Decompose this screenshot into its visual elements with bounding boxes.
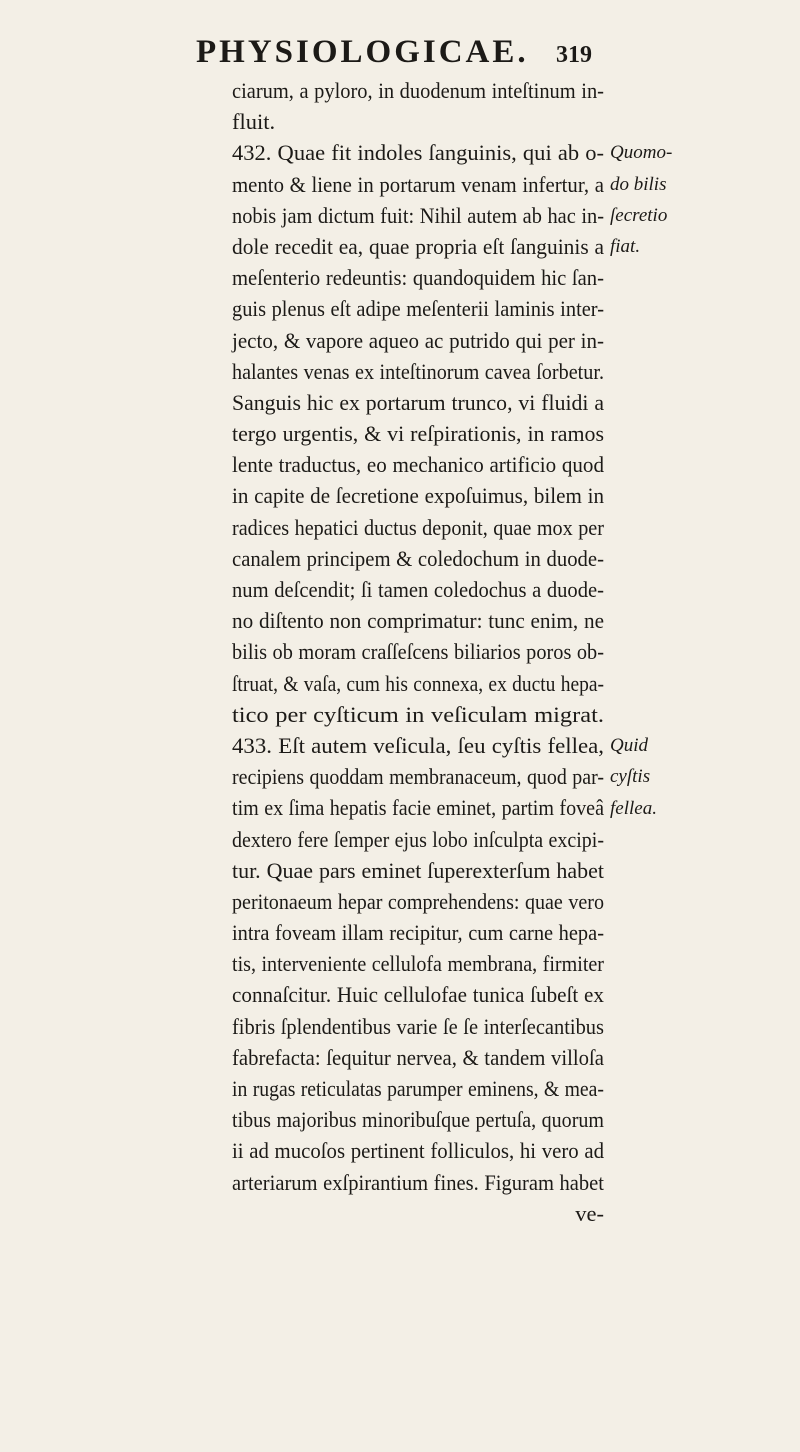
margin-note: fiat. xyxy=(610,236,641,257)
text-line: 433. Eſt autem veſicula, ſeu cyſtis fellea, xyxy=(232,732,604,758)
text-line: canalem principem & coledochum in duode- xyxy=(232,545,604,571)
margin-note: Quomo- xyxy=(610,142,673,164)
text-line: ii ad mucoſos pertinent folliculos, hi vero ad xyxy=(232,1138,604,1164)
text-line: Sanguis hic ex portarum trunco, vi fluidi a xyxy=(232,389,604,415)
text-line: recipiens quoddam membranaceum, quod par- xyxy=(232,764,604,790)
margin-note: Quid xyxy=(610,735,648,757)
text-line: tico per cyſticum in veſiculam migrat. xyxy=(232,701,604,727)
running-head xyxy=(0,12,800,72)
text-line: ciarum, a pyloro, in duodenum inteſtinum in- xyxy=(232,78,604,103)
margin-note: ſecretio xyxy=(610,204,668,226)
page-number: 319 xyxy=(556,42,592,68)
text-line: in rugas reticulatas parumper eminens, & mea- xyxy=(232,1076,604,1101)
text-line: fabrefacta: ſequitur nervea, & tandem villoſa xyxy=(232,1044,604,1070)
text-line: no diſtento non comprimatur: tunc enim, ne xyxy=(232,608,604,634)
text-line: 432. Quae fit indoles ſanguinis, qui ab o- xyxy=(232,140,604,166)
margin-note: fellea. xyxy=(610,797,657,819)
catchword: ve- xyxy=(575,1200,604,1226)
text-line: in capite de ſecretione expoſuimus, bilem in xyxy=(232,483,604,509)
text-line: tur. Quae pars eminet ſuperexterſum habet xyxy=(232,857,604,883)
margin-note: do bilis xyxy=(610,173,667,195)
text-line: intra foveam illam recipitur, cum carne hepa- xyxy=(232,920,604,946)
text-line: tim ex ſima hepatis facie eminet, partim foveâ xyxy=(232,795,604,821)
text-line: peritonaeum hepar comprehendens: quae vero xyxy=(232,888,604,914)
text-line: bilis ob moram craſſeſcens biliarios poros ob- xyxy=(232,639,604,665)
text-line: tis, interveniente cellulofa membrana, firmiter xyxy=(232,951,604,977)
text-line: mento & liene in portarum venam infertur, a xyxy=(232,171,604,197)
running-title: PHYSIOLOGICAE. xyxy=(196,34,529,70)
text-line: dextero fere ſemper ejus lobo inſculpta excipi- xyxy=(232,826,604,852)
text-line: halantes venas ex inteſtinorum cavea ſorbetur. xyxy=(232,358,604,384)
text-line: connaſcitur. Huic cellulofae tunica ſubeſt ex xyxy=(232,982,604,1008)
main-text-block xyxy=(232,75,604,1229)
text-line: dole recedit ea, quae propria eſt ſanguinis a xyxy=(232,233,604,259)
text-line: meſenterio redeuntis: quandoquidem hic ſan- xyxy=(232,265,604,291)
text-line: fluit. xyxy=(232,109,276,135)
text-line: tibus majoribus minoribuſque pertuſa, quorum xyxy=(232,1107,604,1133)
text-line: lente traductus, eo mechanico artificio quod xyxy=(232,452,604,478)
text-line: num deſcendit; ſi tamen coledochus a duode- xyxy=(232,577,604,602)
margin-note: cyſtis xyxy=(610,766,651,788)
text-line: arteriarum exſpirantium fines. Figuram habet xyxy=(232,1169,604,1195)
text-line: guis plenus eſt adipe meſenterii laminis inter- xyxy=(232,296,604,322)
text-line: jecto, & vapore aqueo ac putrido qui per in- xyxy=(232,327,604,353)
text-line: ſtruat, & vaſa, cum his connexa, ex ductu hepa- xyxy=(232,670,604,696)
text-line: fibris ſplendentibus varie ſe ſe interſecantibus xyxy=(232,1013,604,1039)
text-line: nobis jam dictum fuit: Nihil autem ab hac in- xyxy=(232,202,604,228)
text-line: tergo urgentis, & vi reſpirationis, in ramos xyxy=(232,421,604,447)
text-line: radices hepatici ductus deponit, quae mox per xyxy=(232,514,604,540)
